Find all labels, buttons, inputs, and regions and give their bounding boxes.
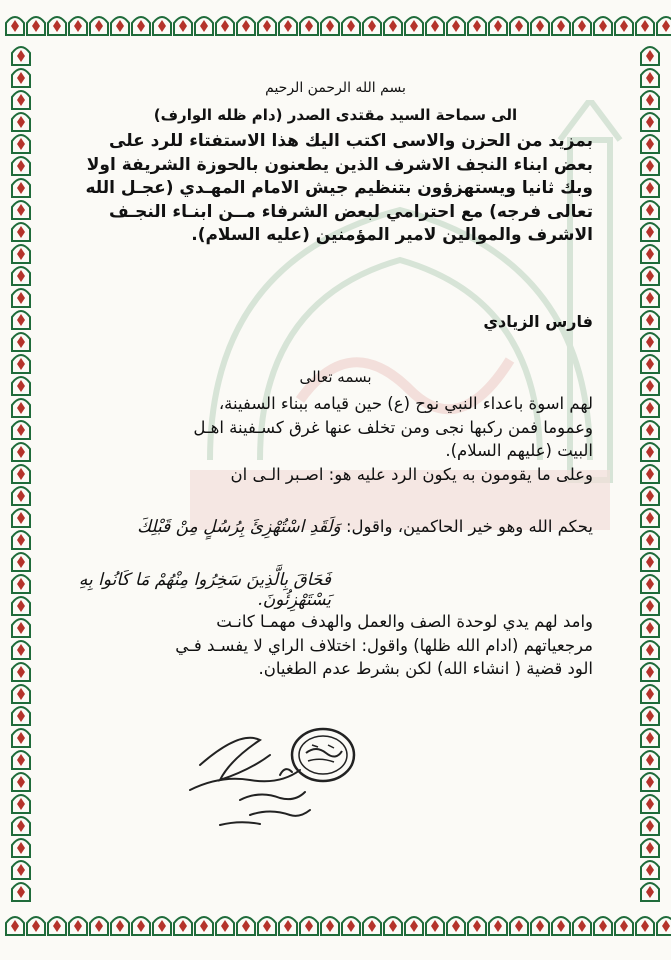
question-line: الاشرف والموالين لامير المؤمنين (عليه السلام). [191,225,593,245]
border-ornament [12,663,30,681]
border-ornament [12,465,30,483]
border-ornament [258,917,276,935]
border-ornament [12,839,30,857]
border-ornament [641,619,659,637]
border-ornament [12,157,30,175]
border-ornament [489,17,507,35]
answer-line: وعموما فمن ركبها نجى ومن تخلف عنها غرق كسـفينة اهـل [193,417,593,437]
border-ornament [12,861,30,879]
border-ornament [641,883,659,901]
closing-line: الود قضية ( انشاء الله) لكن بشرط عدم الطغيان. [258,659,593,678]
border-ornament [12,707,30,725]
seal-icon [290,727,356,783]
border-ornament [447,917,465,935]
border-ornament [468,917,486,935]
border-ornament [174,17,192,35]
border-ornament [447,17,465,35]
border-ornament [69,17,87,35]
border-ornament [12,179,30,197]
border-ornament [384,17,402,35]
answer-heading: بسمه تعالى [299,368,372,386]
quran-verse-part-1: وَلَقَدِ اسْتُهْزِئَ بِرُسُلٍ مِنْ قَبْلِكَ [137,517,341,537]
border-ornament [12,223,30,241]
answer-line: لهم اسوة باعداء النبي نوح (ع) حين قيامه ببناء السفينة، [218,394,593,413]
closing-line: مرجعياتهم (ادام الله ظلها) واقول: اختلاف الراي لا يفسـد فـي [175,635,593,655]
question-line: بمزيد من الحزن والاسى اكتب اليك هذا الاستفتاء للرد على [109,131,593,151]
border-ornament [12,729,30,747]
border-ornament [321,917,339,935]
border-ornament [279,17,297,35]
border-ornament [12,619,30,637]
border-ornament [384,917,402,935]
border-ornament [12,509,30,527]
border-ornament [12,245,30,263]
border-ornament [363,917,381,935]
border-ornament [594,17,612,35]
border-ornament [132,17,150,35]
border-ornament [615,917,633,935]
border-ornament [426,17,444,35]
border-ornament [405,17,423,35]
question-paragraph [73,130,593,248]
border-ornament [615,17,633,35]
border-ornament [12,399,30,417]
ornamental-border-top [0,10,671,40]
border-ornament [641,707,659,725]
addressee-line: الى سماحة السيد مقتدى الصدر (دام ظله الوارف) [153,106,518,124]
border-ornament [48,17,66,35]
border-ornament [111,17,129,35]
border-ornament [195,917,213,935]
border-ornament [12,641,30,659]
border-ornament [321,17,339,35]
border-ornament [426,917,444,935]
border-ornament [12,333,30,351]
border-ornament [641,795,659,813]
ornamental-border-left [8,10,34,940]
border-ornament [342,17,360,35]
border-ornament [153,917,171,935]
border-ornament [258,17,276,35]
answer-line: وعلى ما يقومون به يكون الرد عليه هو: اصـبر الـى ان [230,464,593,484]
border-ornament [12,531,30,549]
border-ornament [48,917,66,935]
border-ornament [342,917,360,935]
quran-verse-part-2: فَحَاقَ بِالَّذِينَ سَخِرُوا مِنْهُمْ مَا كَانُوا بِهِ يَسْتَهْزِئُونَ. [78,570,331,610]
border-ornament [12,47,30,65]
border-ornament [12,773,30,791]
border-ornament [594,917,612,935]
border-ornament [552,17,570,35]
border-ornament [174,917,192,935]
border-ornament [552,917,570,935]
border-ornament [279,917,297,935]
border-ornament [12,883,30,901]
question-line: وبك ثانيا ويستهزؤون بتنظيم جيش الامام المهـدي (عجـل الله [85,178,593,198]
border-ornament [641,729,659,747]
border-ornament [510,17,528,35]
sender-name: فارس الزيادي [483,312,593,331]
border-ornament [641,839,659,857]
border-ornament [641,773,659,791]
verse-prefix: يحكم الله وهو خير الحاكمين، واقول: [345,517,593,536]
border-ornament [111,917,129,935]
border-ornament [12,311,30,329]
border-ornament [153,17,171,35]
border-ornament [531,17,549,35]
border-ornament [216,917,234,935]
border-ornament [237,917,255,935]
verse-line-1 [73,512,593,542]
border-ornament [363,17,381,35]
border-ornament [641,817,659,835]
border-ornament [641,861,659,879]
border-ornament [12,443,30,461]
border-ornament [12,201,30,219]
border-ornament [12,553,30,571]
ornamental-border-bottom [0,910,671,940]
border-ornament [195,17,213,35]
answer-paragraph [73,392,593,486]
border-ornament [641,751,659,769]
closing-paragraph [73,610,593,681]
border-ornament [641,641,659,659]
border-ornament [69,917,87,935]
border-ornament [12,751,30,769]
border-ornament [12,135,30,153]
border-ornament [12,267,30,285]
border-ornament [12,817,30,835]
border-ornament [573,917,591,935]
border-ornament [489,917,507,935]
border-ornament [405,917,423,935]
border-ornament [12,685,30,703]
border-ornament [237,17,255,35]
question-line: بعض ابناء النجف الاشرف الذين يطعنون بالحوزة الشريفة اولا [86,154,593,175]
basmala-heading: بسم الله الرحمن الرحيم [265,80,406,96]
answer-line: البيت (عليهم السلام). [445,441,593,460]
border-ornament [641,47,659,65]
border-ornament [216,17,234,35]
border-ornament [510,917,528,935]
border-ornament [90,917,108,935]
border-ornament [12,487,30,505]
question-line: تعالى فرجه) مع احترامي لبعض الشرفاء مــن ابنـاء النجـف [109,201,593,222]
closing-line: وامد لهم يدي لوحدة الصف والعمل والهدف مهمـا كانـت [216,612,593,631]
border-ornament [468,17,486,35]
border-ornament [12,795,30,813]
border-ornament [641,663,659,681]
border-ornament [573,17,591,35]
border-ornament [12,421,30,439]
border-ornament [531,917,549,935]
border-ornament [641,685,659,703]
border-ornament [132,917,150,935]
border-ornament [300,917,318,935]
border-ornament [300,17,318,35]
border-ornament [90,17,108,35]
border-ornament [12,289,30,307]
